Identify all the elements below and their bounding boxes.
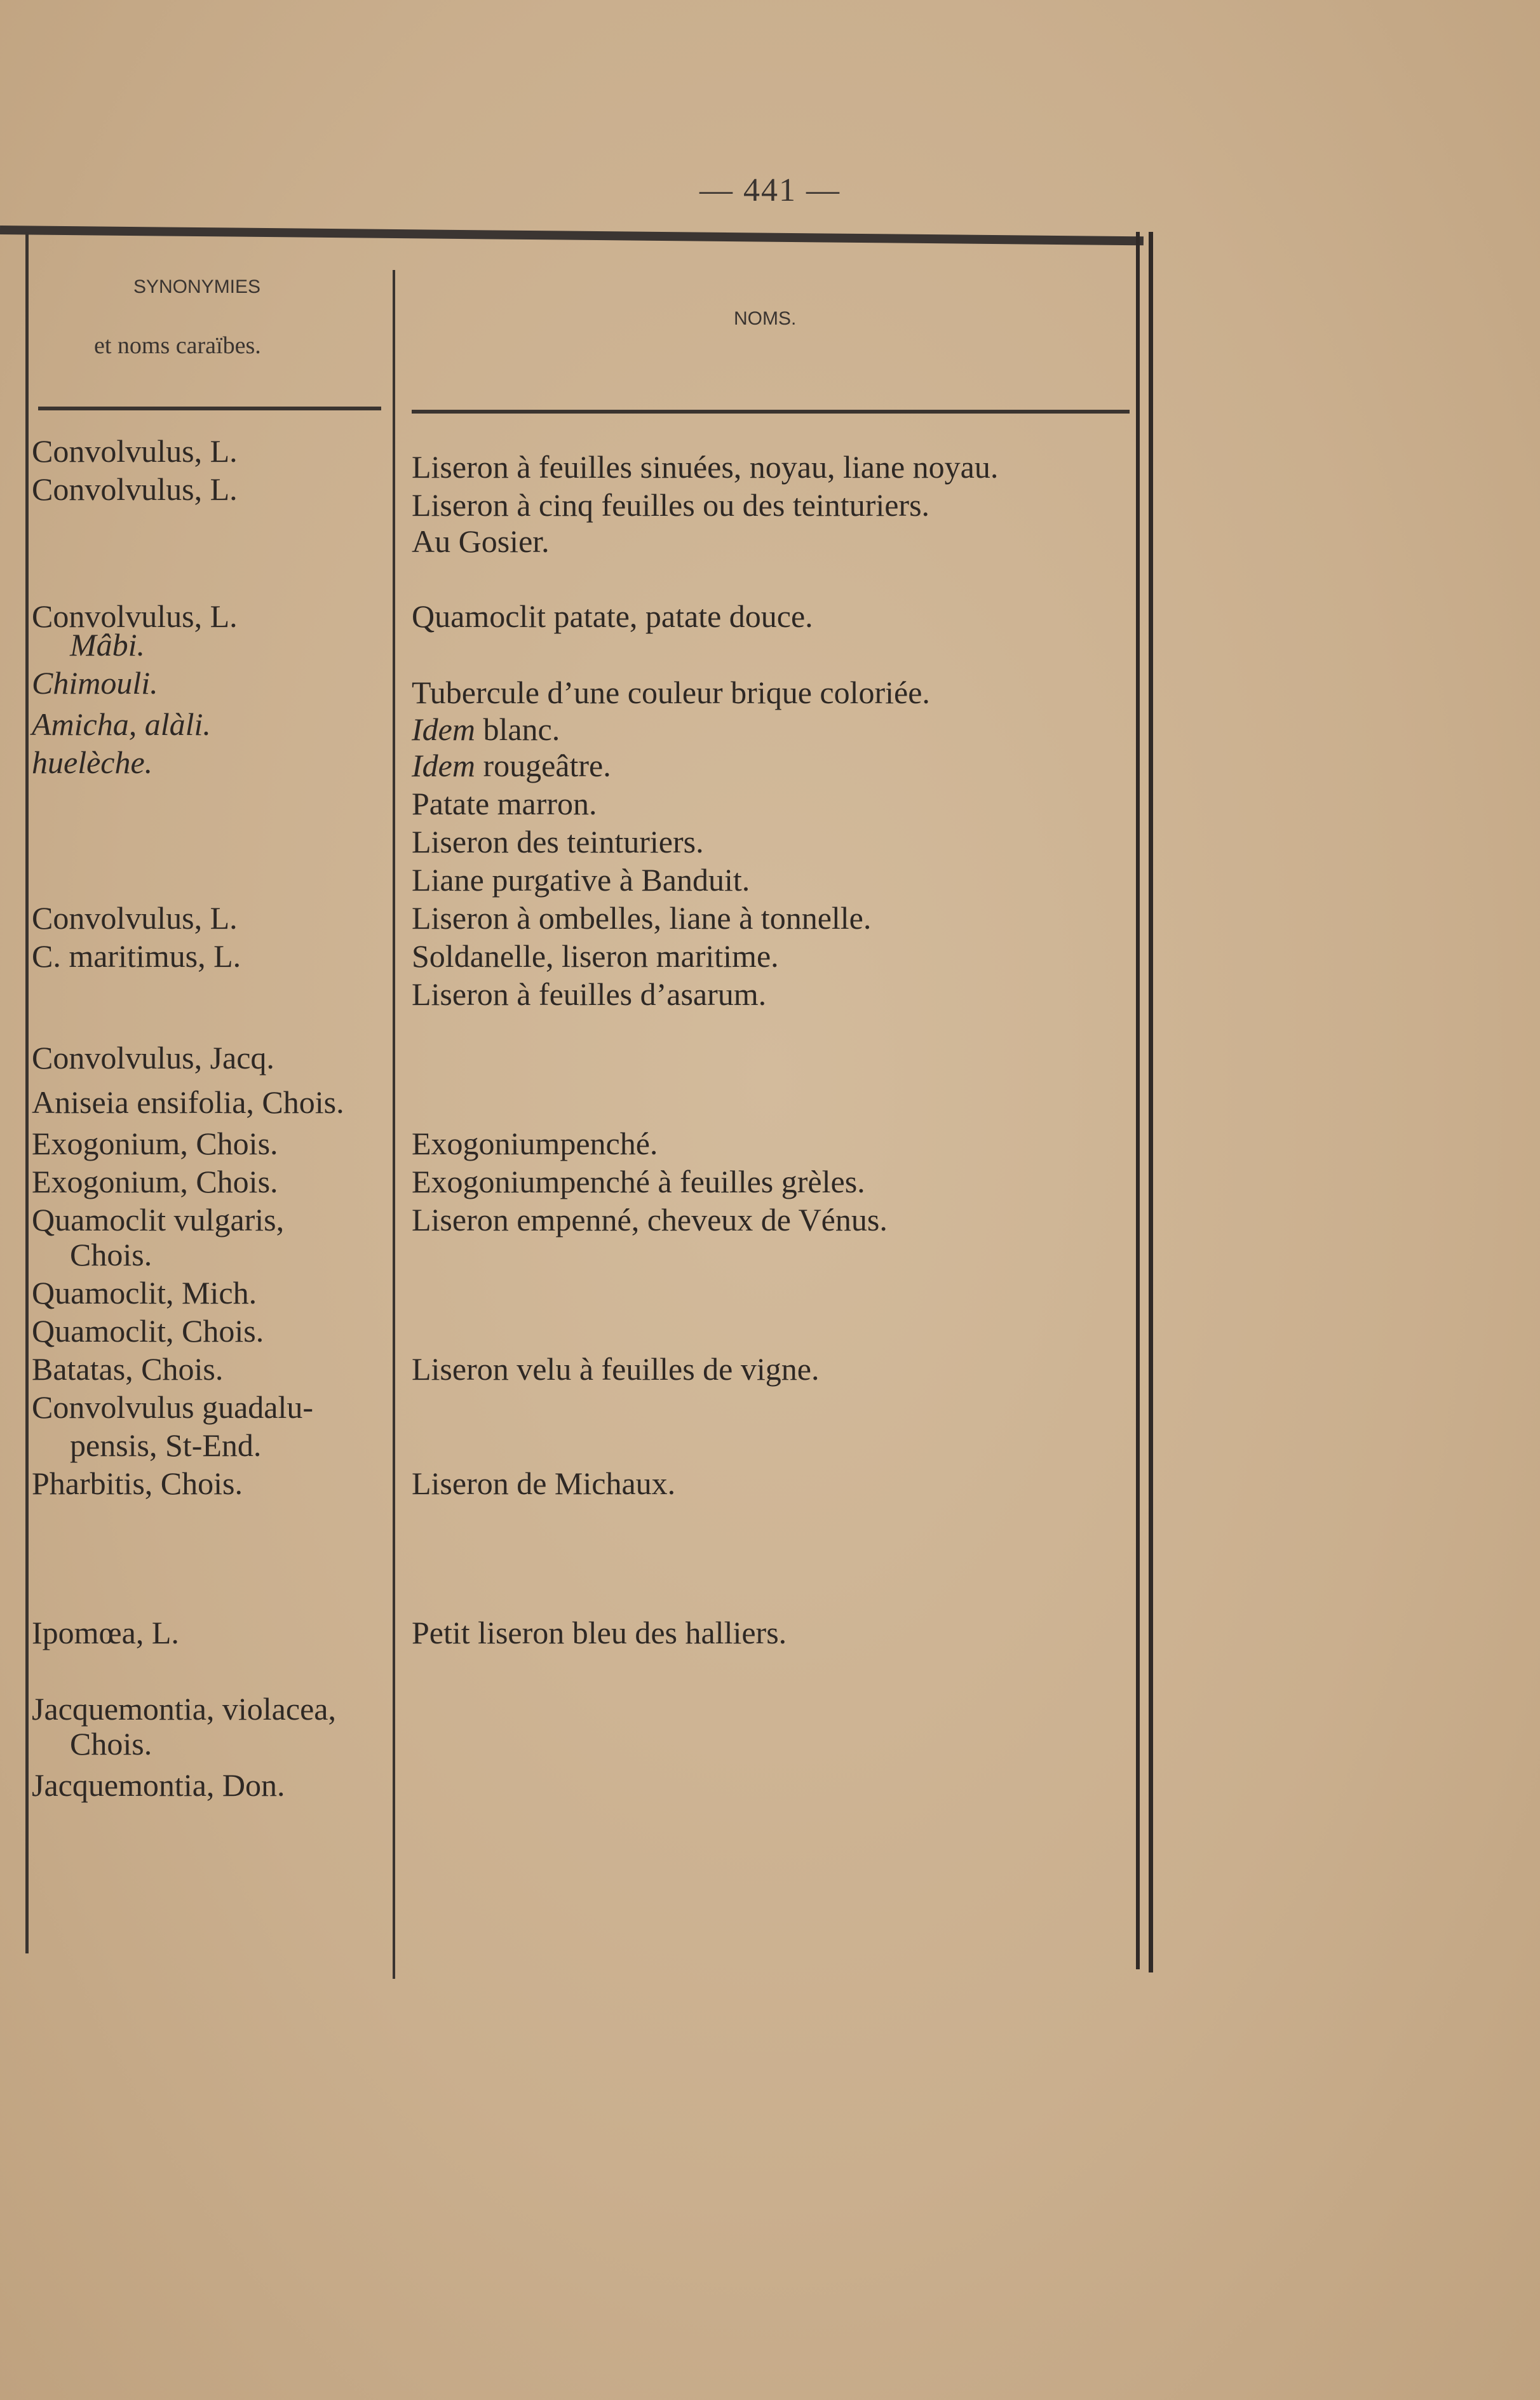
synonymy-line: Convolvulus, L. <box>32 471 238 507</box>
nom-line: Liseron à cinq feuilles ou des teinturiers. <box>412 487 930 523</box>
left-border <box>25 232 29 1953</box>
nom-line: Liseron des teinturiers. <box>412 824 704 860</box>
synonymy-line: Jacquemontia, violacea, <box>32 1691 336 1727</box>
nom-line: Liseron à feuilles sinuées, noyau, liane noyau. <box>412 449 999 485</box>
nom-line: Au Gosier. <box>412 523 550 559</box>
nom-line: Exogoniumpenché. <box>412 1126 658 1161</box>
nom-line: Liseron de Michaux. <box>412 1466 676 1501</box>
synonymy-line: huelèche. <box>32 745 153 780</box>
nom-line: Idem blanc. <box>412 711 560 747</box>
header-synonymies-sub: et noms caraïbes. <box>94 332 261 359</box>
synonymy-line: Amicha, alàli. <box>32 706 211 742</box>
synonymy-line: Convolvulus, Jacq. <box>32 1040 274 1075</box>
nom-line: Patate marron. <box>412 786 597 821</box>
nom-line: Liseron à ombelles, liane à tonnelle. <box>412 900 872 936</box>
nom-line: Liseron velu à feuilles de vigne. <box>412 1351 820 1387</box>
nom-line: Petit liseron bleu des halliers. <box>412 1615 787 1650</box>
synonymy-line: Mâbi. <box>70 627 145 663</box>
synonymy-line: Jacquemontia, Don. <box>32 1767 285 1803</box>
nom-line: Exogoniumpenché à feuilles grèles. <box>412 1164 865 1199</box>
nom-line: Tubercule d’une couleur brique coloriée. <box>412 675 930 710</box>
page-number: — 441 — <box>699 172 841 208</box>
nom-line: Quamoclit patate, patate douce. <box>412 598 813 634</box>
synonymy-line: Quamoclit, Mich. <box>32 1275 257 1311</box>
nom-line: Liane purgative à Banduit. <box>412 862 750 898</box>
header-rule-right <box>412 410 1130 414</box>
right-border-inner <box>1136 232 1140 1969</box>
header-rule-left <box>38 407 381 410</box>
nom-line: Liseron à feuilles d’asarum. <box>412 976 767 1012</box>
nom-line: Liseron empenné, cheveux de Vénus. <box>412 1202 888 1237</box>
synonymy-line: C. maritimus, L. <box>32 938 241 974</box>
synonymy-line: Quamoclit, Chois. <box>32 1313 264 1349</box>
synonymy-line: Chois. <box>70 1237 152 1272</box>
synonymy-line: Batatas, Chois. <box>32 1351 224 1387</box>
synonymy-line: pensis, St-End. <box>70 1427 262 1463</box>
synonymy-line: Convolvulus, L. <box>32 433 238 469</box>
synonymy-line: Ipomœa, L. <box>32 1615 179 1650</box>
column-divider <box>393 270 395 1979</box>
nom-line: Soldanelle, liseron maritime. <box>412 938 779 974</box>
synonymy-line: Quamoclit vulgaris, <box>32 1202 285 1237</box>
synonymy-line: Chois. <box>70 1726 152 1762</box>
header-synonymies: SYNONYMIES <box>133 276 261 297</box>
header-noms: NOMS. <box>734 308 797 329</box>
synonymy-line: Chimouli. <box>32 665 158 701</box>
nom-line: Idem rougeâtre. <box>412 748 611 783</box>
right-border-outer <box>1149 232 1153 1972</box>
synonymy-line: Convolvulus guadalu- <box>32 1389 314 1425</box>
synonymy-line: Convolvulus, L. <box>32 598 238 634</box>
synonymy-line: Exogonium, Chois. <box>32 1164 278 1199</box>
synonymy-line: Pharbitis, Chois. <box>32 1466 243 1501</box>
synonymy-line: Aniseia ensifolia, Chois. <box>32 1084 344 1120</box>
synonymy-line: Convolvulus, L. <box>32 900 238 936</box>
synonymy-line: Exogonium, Chois. <box>32 1126 278 1161</box>
top-rule <box>0 226 1144 245</box>
